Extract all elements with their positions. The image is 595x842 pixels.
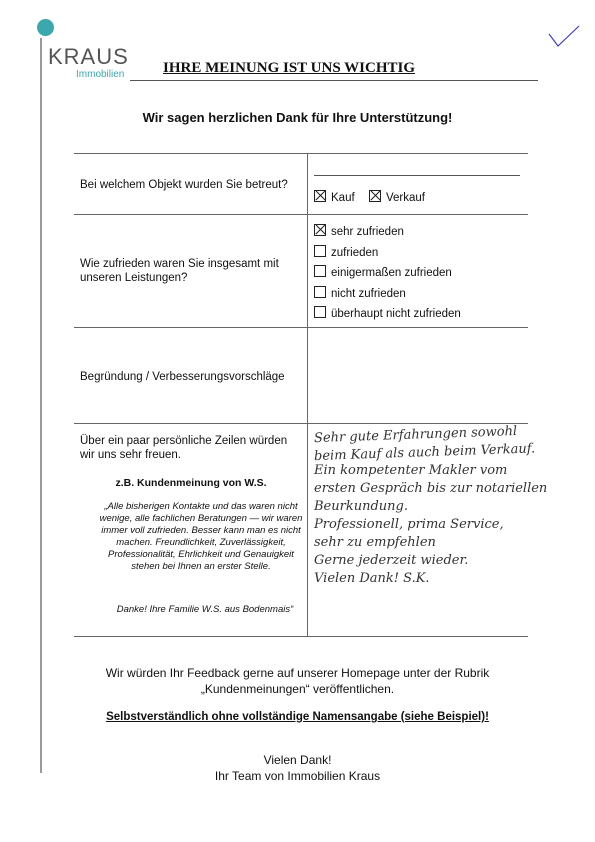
handwritten-line: Professionell, prima Service, <box>314 517 504 532</box>
checkbox-einigermassen[interactable] <box>314 265 326 277</box>
checkbox-ueberhaupt-nicht[interactable] <box>314 306 326 318</box>
handwritten-line: Gerne jederzeit wieder. <box>314 553 469 568</box>
handwritten-answer <box>313 423 548 588</box>
handwritten-line: Beurkundung. <box>314 499 408 514</box>
checkbox-zufrieden[interactable] <box>314 245 326 257</box>
thanks-line1: Vielen Dank! <box>263 753 332 767</box>
title-rule <box>130 80 538 81</box>
handwritten-line: ersten Gespräch bis zur notariellen <box>314 481 548 496</box>
option-verkauf[interactable]: Verkauf <box>369 190 425 204</box>
example-title: z.B. Kundenmeinung von W.S. <box>115 477 267 489</box>
example-quote: „Alle bisherigen Kontakte und das waren nicht wenige, alle fachlichen Beratungen — wir waren immer voll zufrieden. Besser kann man es nicht machen. Freundlichkeit, Zuverlässigkeit, Professionalität, Ehrlichkeit und Genauigkeit stehen bei Ihnen an erster Stelle. <box>99 501 303 572</box>
option-einigermassen[interactable]: einigermaßen zufrieden <box>314 265 452 279</box>
checkbox-nicht-zufrieden[interactable] <box>314 286 326 298</box>
handwritten-line: Sehr gute Erfahrungen sowohl <box>313 423 518 447</box>
option-sehr-zufrieden[interactable]: sehr zufrieden <box>314 224 404 238</box>
question-object: Bei welchem Objekt wurden Sie betreut? <box>80 179 288 191</box>
example-signature: Danke! Ihre Familie W.S. aus Bodenmais“ <box>116 604 294 615</box>
page-subtitle: Wir sagen herzlichen Dank für Ihre Unterstützung! <box>142 110 453 125</box>
footer-text-line1: Wir würden Ihr Feedback gerne auf unserer Homepage unter der Rubrik <box>105 666 490 680</box>
option-ueberhaupt-nicht[interactable]: überhaupt nicht zufrieden <box>314 306 461 320</box>
table-rule <box>74 423 528 424</box>
brand-logo: KRAUS <box>48 44 129 69</box>
table-rule <box>74 214 528 215</box>
table-rule <box>74 636 528 637</box>
question-satisfaction: Wie zufrieden waren Sie insgesamt mit unseren Leistungen? <box>80 258 279 284</box>
footer-note: Selbstverständlich ohne vollständige Namensangabe (siehe Beispiel)! <box>106 711 489 723</box>
question-personal-lines: Über ein paar persönliche Zeilen würden wir uns sehr freuen. <box>80 435 288 461</box>
handwritten-line: Ein kompetenter Makler vom <box>314 463 508 478</box>
table-rule <box>74 153 528 154</box>
option-nicht-zufrieden[interactable]: nicht zufrieden <box>314 286 406 300</box>
checkbox-kauf[interactable] <box>314 190 326 202</box>
page-title: IHRE MEINUNG IST UNS WICHTIG <box>163 60 416 76</box>
logo-dot <box>37 19 54 36</box>
thanks-line2: Ihr Team von Immobilien Kraus <box>214 769 381 783</box>
checkbox-verkauf[interactable] <box>369 190 381 202</box>
table-column-divider <box>307 153 308 636</box>
handwritten-line: sehr zu empfehlen <box>314 535 436 550</box>
checkbox-sehr-zufrieden[interactable] <box>314 224 326 236</box>
blank-line <box>314 175 520 176</box>
handwritten-line: beim Kauf als auch beim Verkauf. <box>313 441 536 465</box>
option-zufrieden[interactable]: zufrieden <box>314 245 378 259</box>
footer-text-line2: „Kundenmeinungen“ veröffentlichen. <box>200 682 395 696</box>
table-rule <box>74 327 528 328</box>
brand-subtitle: Immobilien <box>76 69 125 80</box>
checkmark-annotation-icon <box>546 24 582 50</box>
question-reasons: Begründung / Verbesserungsvorschläge <box>80 371 285 383</box>
option-kauf[interactable]: Kauf <box>314 190 355 204</box>
margin-rule <box>40 38 42 773</box>
handwritten-line: Vielen Dank! S.K. <box>314 571 430 586</box>
